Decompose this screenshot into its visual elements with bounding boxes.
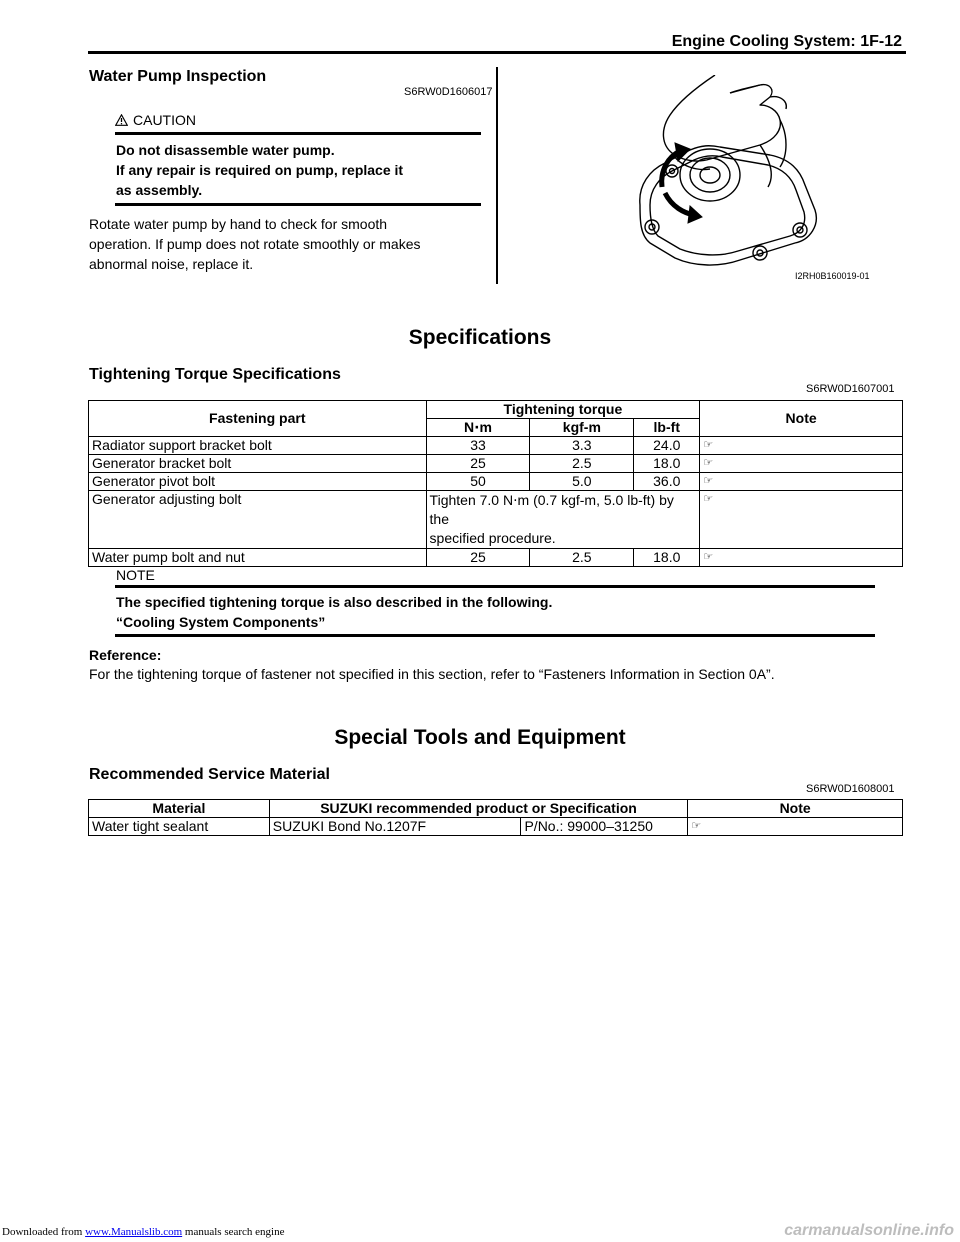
sub-lbft: lb-ft (634, 419, 700, 437)
table-row (89, 818, 903, 836)
note-text (116, 592, 552, 632)
material-title: Recommended Service Material (89, 766, 330, 783)
cell-kgf: 3.3 (530, 437, 634, 455)
pointing-hand-icon: ☞ (700, 549, 903, 567)
sub-kgf: kgf-m (530, 419, 634, 437)
pointing-hand-icon: ☞ (700, 473, 903, 491)
reference-text: For the tightening torque of fastener not specified in this section, refer to “Fasteners Information in Section 0A”. (89, 666, 775, 682)
cell-kgf: 2.5 (530, 549, 634, 567)
torque-title: Tightening Torque Specifications (89, 366, 341, 383)
cell-lbft: 18.0 (634, 549, 700, 567)
col-fastening-part: Fastening part (89, 401, 427, 437)
cell-lbft: 18.0 (634, 455, 700, 473)
caution-text (116, 140, 403, 200)
note-line: “Cooling System Components” (116, 614, 326, 630)
caution-top-rule (115, 132, 481, 135)
caution-bottom-rule (115, 203, 481, 206)
reference-label: Reference: (89, 647, 162, 663)
cell-nm: 25 (426, 549, 530, 567)
note-label: NOTE (116, 567, 155, 583)
merged-line: specified procedure. (429, 530, 556, 546)
inspection-title: Water Pump Inspection (89, 68, 267, 85)
cell-part: Generator adjusting bolt (89, 491, 427, 549)
cell-nm: 33 (426, 437, 530, 455)
footer-suffix: manuals search engine (182, 1226, 285, 1238)
cell-nm: 25 (426, 455, 530, 473)
footer-prefix: Downloaded from (2, 1226, 83, 1238)
page-header-title: Engine Cooling System: 1F-12 (671, 33, 902, 50)
inspection-code: S6RW0D1606017 (404, 86, 493, 98)
table-row (89, 491, 903, 549)
column-divider (496, 67, 498, 284)
cell-nm: 50 (426, 473, 530, 491)
caution-line: If any repair is required on pump, replace it (116, 162, 404, 178)
download-footer (2, 1226, 284, 1238)
table-row (89, 473, 903, 491)
table-row (89, 437, 903, 455)
cell-kgf: 5.0 (530, 473, 634, 491)
material-table (88, 799, 903, 836)
cell-part: Generator pivot bolt (89, 473, 427, 491)
manualslib-link[interactable]: www.Manualslib.com (85, 1226, 183, 1238)
watermark: carmanualsonline.info (784, 1222, 954, 1239)
caution-line: as assembly. (116, 182, 203, 198)
col-product: SUZUKI recommended product or Specification (269, 800, 687, 818)
figure-code: I2RH0B160019-01 (795, 271, 870, 281)
cell-part-no: P/No.: 99000–31250 (521, 818, 688, 836)
merged-line: Tighten 7.0 N⋅m (0.7 kgf-m, 5.0 lb-ft) by the (429, 492, 674, 527)
specifications-heading: Specifications (408, 326, 552, 349)
caution-label-row (115, 112, 196, 128)
note-top-rule (115, 585, 875, 588)
cell-lbft: 36.0 (634, 473, 700, 491)
cell-lbft: 24.0 (634, 437, 700, 455)
cell-part: Radiator support bracket bolt (89, 437, 427, 455)
col-note: Note (700, 401, 903, 437)
torque-table (88, 400, 903, 567)
table-row (89, 455, 903, 473)
inspection-body (89, 214, 421, 274)
pointing-hand-icon: ☞ (700, 455, 903, 473)
material-code: S6RW0D1608001 (806, 783, 895, 795)
warning-triangle-icon (115, 114, 128, 126)
torque-code: S6RW0D1607001 (806, 383, 895, 395)
cell-product: SUZUKI Bond No.1207F (269, 818, 521, 836)
body-line: abnormal noise, replace it. (89, 256, 254, 272)
col-tightening-torque: Tightening torque (426, 401, 700, 419)
cell-merged-torque (426, 491, 700, 549)
pointing-hand-icon: ☞ (700, 491, 903, 549)
caution-line: Do not disassemble water pump. (116, 142, 335, 158)
pointing-hand-icon: ☞ (700, 437, 903, 455)
note-bottom-rule (115, 634, 875, 637)
cell-part: Water pump bolt and nut (89, 549, 427, 567)
cell-material: Water tight sealant (89, 818, 270, 836)
col-note: Note (688, 800, 903, 818)
body-line: Rotate water pump by hand to check for smooth (89, 216, 388, 232)
col-material: Material (89, 800, 270, 818)
tools-heading: Special Tools and Equipment (334, 726, 626, 749)
note-line: The specified tightening torque is also described in the following. (116, 594, 553, 610)
water-pump-illustration (610, 75, 870, 275)
cell-part: Generator bracket bolt (89, 455, 427, 473)
caution-label: CAUTION (133, 112, 196, 128)
body-line: operation. If pump does not rotate smoothly or makes (89, 236, 421, 252)
sub-nm: N⋅m (426, 419, 530, 437)
pointing-hand-icon: ☞ (688, 818, 903, 836)
cell-kgf: 2.5 (530, 455, 634, 473)
table-row (89, 549, 903, 567)
header-rule (88, 51, 906, 54)
